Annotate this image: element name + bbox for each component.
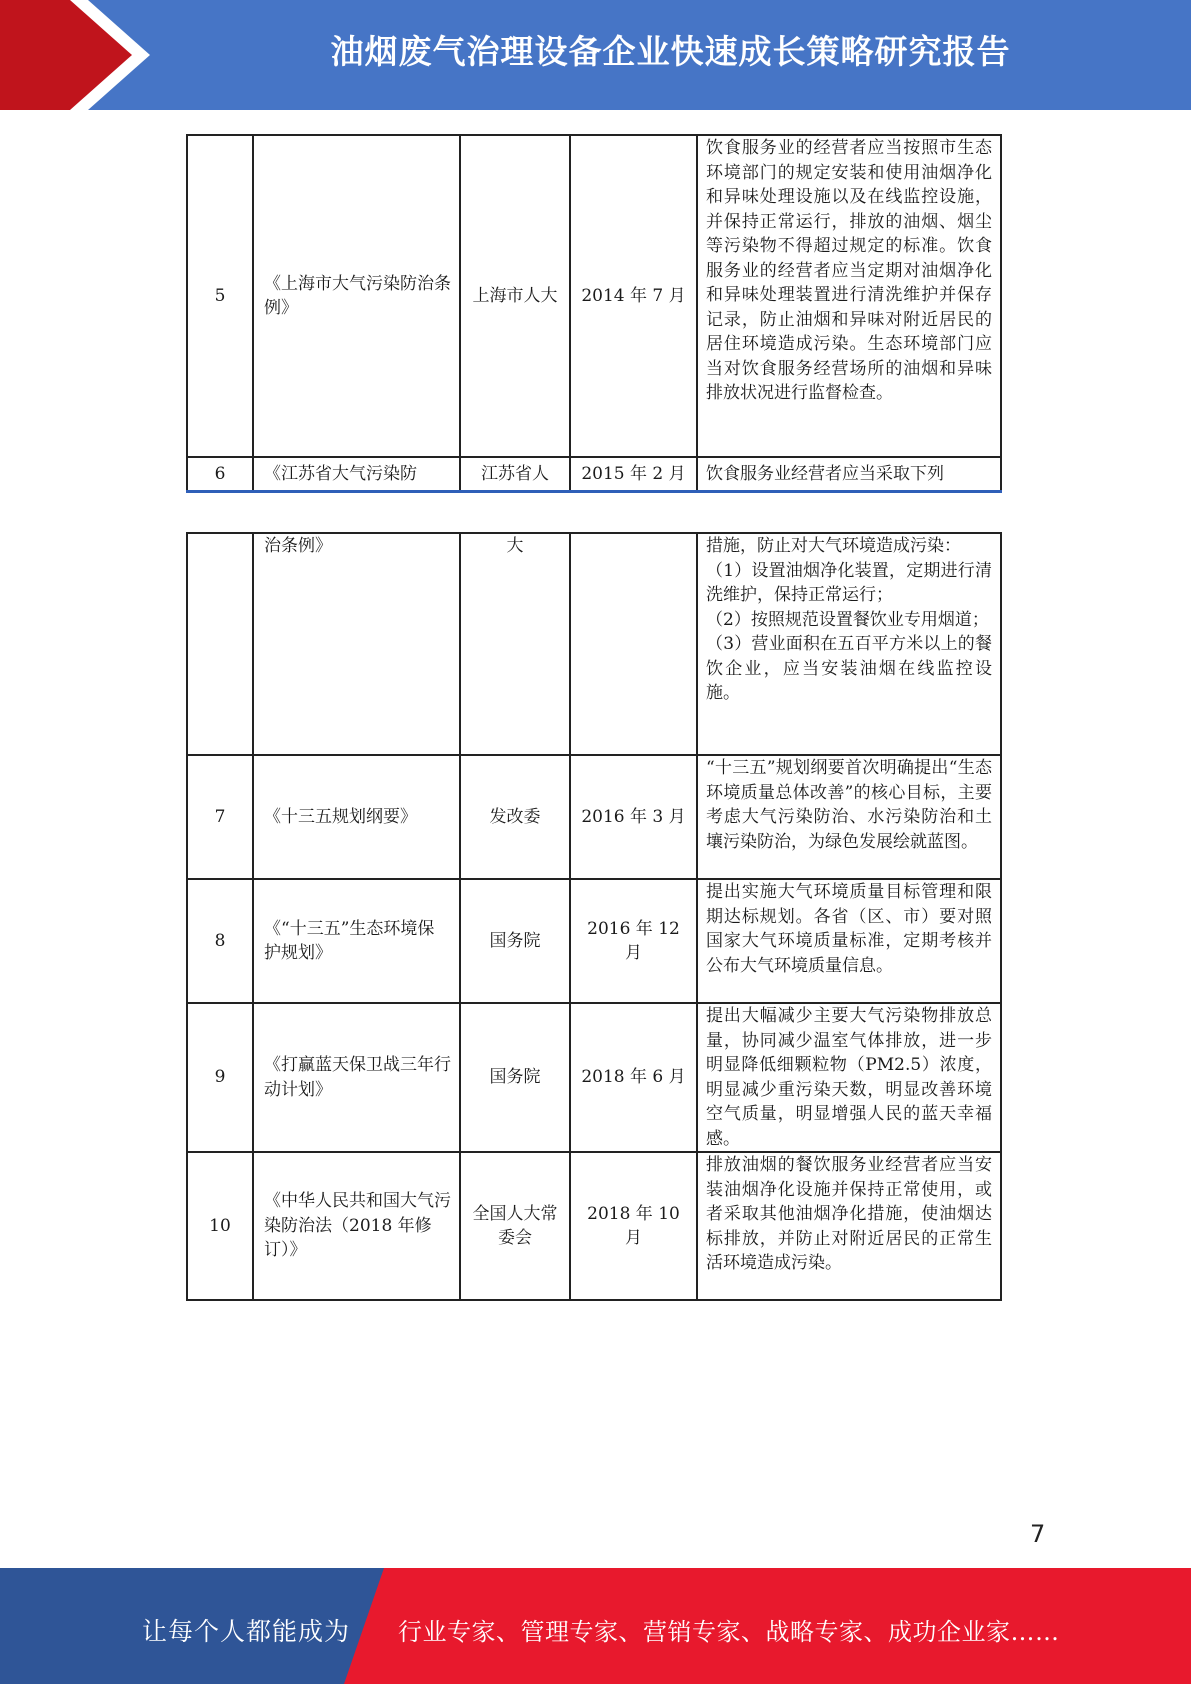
policy-description: 提出实施大气环境质量目标管理和限期达标规划。各省（区、市）要对照国家大气环境质量标准，定期考核并公布大气环境质量信息。 (697, 879, 1001, 1003)
table-row (187, 1003, 1001, 1152)
row-number: 6 (187, 457, 253, 492)
header-arrow-decoration (0, 0, 150, 110)
issuing-body: 上海市人大 (460, 135, 570, 457)
issue-date: 2018 年 10 月 (570, 1152, 697, 1300)
policy-name: 《十三五规划纲要》 (253, 755, 460, 879)
row-number: 10 (187, 1152, 253, 1300)
row-number: 7 (187, 755, 253, 879)
description-line: （3）营业面积在五百平方米以上的餐饮企业，应当安装油烟在线监控设施。 (706, 634, 992, 703)
description-line: 措施，防止对大气环境造成污染： (706, 536, 961, 556)
policy-description: 饮食服务业的经营者应当按照市生态环境部门的规定安装和使用油烟净化和异味处理设施以及在线监控设施，并保持正常运行，排放的油烟、烟尘等污染物不得超过规定的标准。饮食服务业的经营者应当定期对油烟净化和异味处理装置进行清洗维护并保存记录，防止油烟和异味对附近居民的居住环境造成污染。生态环境部门应当对饮食服务经营场所的油烟和异味排放状况进行监督检查。 (697, 135, 1001, 457)
policy-description: 排放油烟的餐饮服务业经营者应当安装油烟净化设施并保持正常使用，或者采取其他油烟净化措施，使油烟达标排放，并防止对附近居民的正常生活环境造成污染。 (697, 1152, 1001, 1300)
issuing-body: 国务院 (460, 879, 570, 1003)
issue-date: 2015 年 2 月 (570, 457, 697, 492)
policy-table-part1 (186, 134, 1002, 493)
description-line: （1）设置油烟净化装置，定期进行清洗维护，保持正常运行； (706, 560, 992, 605)
issue-date (570, 533, 697, 755)
table-row (187, 135, 1001, 457)
issuing-body: 大 (460, 533, 570, 755)
policy-description: 提出大幅减少主要大气污染物排放总量，协同减少温室气体排放，进一步明显降低细颗粒物（PM2.5）浓度，明显减少重污染天数，明显改善环境空气质量，明显增强人民的蓝天幸福感。 (697, 1003, 1001, 1152)
table-row (187, 1152, 1001, 1300)
issue-date: 2016 年 3 月 (570, 755, 697, 879)
issue-date: 2014 年 7 月 (570, 135, 697, 457)
page-number: 7 (1030, 1520, 1046, 1548)
table-row (187, 457, 1001, 492)
policy-name: 治条例》 (253, 533, 460, 755)
policy-name: 《“十三五”生态环境保护规划》 (253, 879, 460, 1003)
document-title: 油烟废气治理设备企业快速成长策略研究报告 (330, 32, 1011, 71)
policy-name: 《江苏省大气污染防 (253, 457, 460, 492)
footer-banner (0, 1568, 1191, 1684)
policy-description (697, 533, 1001, 755)
policy-name: 《中华人民共和国大气污染防治法（2018 年修订）》 (253, 1152, 460, 1300)
policy-table-part2 (186, 532, 1002, 1301)
issue-date: 2018 年 6 月 (570, 1003, 697, 1152)
description-line: （2）按照规范设置餐饮业专用烟道； (706, 609, 989, 630)
row-number: 9 (187, 1003, 253, 1152)
header-banner (0, 0, 1191, 110)
footer-slogan-right: 行业专家、管理专家、营销专家、战略专家、成功企业家…… (398, 1618, 1060, 1646)
policy-description: 饮食服务业经营者应当采取下列 (697, 457, 1001, 492)
row-number: 5 (187, 135, 253, 457)
policy-name: 《上海市大气污染防治条例》 (253, 135, 460, 457)
row-number: 8 (187, 879, 253, 1003)
table-row (187, 533, 1001, 755)
issuing-body: 江苏省人 (460, 457, 570, 492)
issuing-body: 全国人大常委会 (460, 1152, 570, 1300)
table-row (187, 755, 1001, 879)
row-number (187, 533, 253, 755)
issue-date: 2016 年 12 月 (570, 879, 697, 1003)
issuing-body: 国务院 (460, 1003, 570, 1152)
policy-description: “十三五”规划纲要首次明确提出“生态环境质量总体改善”的核心目标，主要考虑大气污染防治、水污染防治和土壤污染防治，为绿色发展绘就蓝图。 (697, 755, 1001, 879)
table-row (187, 879, 1001, 1003)
footer-slogan-left: 让每个人都能成为 (142, 1617, 351, 1646)
policy-name: 《打赢蓝天保卫战三年行动计划》 (253, 1003, 460, 1152)
issuing-body: 发改委 (460, 755, 570, 879)
